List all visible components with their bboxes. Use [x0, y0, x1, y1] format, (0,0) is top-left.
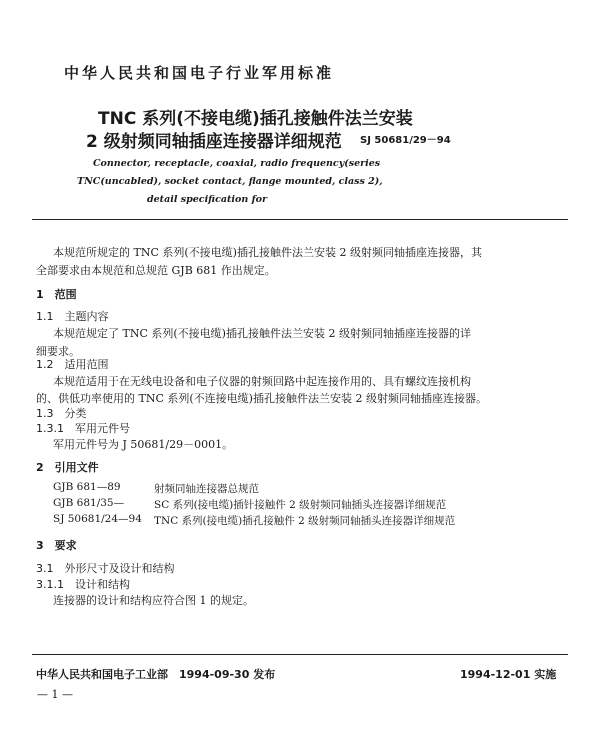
- intro-line-2: 全部要求由本规范和总规范 GJB 681 作出规定。: [36, 264, 276, 277]
- issuer-date: 中华人民共和国电子工业部 1994-09-30 发布: [36, 668, 276, 681]
- reference-code: SJ 50681/24—94: [53, 513, 142, 525]
- section-1-2-text-line-1: 本规范适用于在无线电设备和电子仪器的射频回路中起连接作用的、具有螺纹连接机构: [53, 375, 471, 388]
- section-1-2-text-line-2: 的、供低功率使用的 TNC 系列(不连接电缆)插孔接触件法兰安装 2 级射频同轴插座连接器。: [36, 392, 487, 405]
- section-1-heading: 1 范围: [36, 288, 77, 301]
- section-3-1-1-text: 连接器的设计和结构应符合图 1 的规定。: [53, 594, 254, 607]
- section-1-2-heading: 1.2 适用范围: [36, 358, 109, 371]
- section-3-heading: 3 要求: [36, 539, 77, 552]
- reference-code: GJB 681/35—: [53, 497, 125, 509]
- section-1-3-heading: 1.3 分类: [36, 407, 87, 420]
- section-1-1-text-line-1: 本规范规定了 TNC 系列(不接电缆)插孔接触件法兰安装 2 级射频同轴插座连接器的详: [53, 327, 471, 340]
- reference-title: 射频同轴连接器总规范: [154, 483, 259, 495]
- intro-line-1: 本规范所规定的 TNC 系列(不接电缆)插孔接触件法兰安装 2 级射频同轴插座连接器，其: [53, 246, 482, 259]
- title-line-1: TNC 系列(不接电缆)插孔接触件法兰安装: [98, 109, 413, 129]
- footer-divider: [32, 654, 568, 655]
- english-title-line-1: Connector, receptacle, coaxial, radio frequency(series: [93, 158, 381, 169]
- section-1-3-1-text: 军用元件号为 J 50681/29－0001。: [53, 438, 234, 451]
- reference-title: TNC 系列(接电缆)插孔接触件 2 级射频同轴插头连接器详细规范: [154, 515, 456, 527]
- section-3-1-1-heading: 3.1.1 设计和结构: [36, 578, 130, 591]
- section-3-1-heading: 3.1 外形尺寸及设计和结构: [36, 562, 175, 575]
- standard-category: 中华人民共和国电子行业军用标准: [64, 64, 335, 82]
- page-number: — 1 —: [37, 688, 73, 701]
- section-2-heading: 2 引用文件: [36, 461, 99, 474]
- section-1-1-text-line-2: 细要求。: [36, 345, 80, 358]
- english-title-line-3: detail specification for: [147, 194, 268, 205]
- reference-code: GJB 681—89: [53, 481, 121, 493]
- reference-title: SC 系列(接电缆)插针接触件 2 级射频同轴插头连接器详细规范: [154, 499, 447, 511]
- title-line-2: 2 级射频同轴插座连接器详细规范: [86, 132, 342, 152]
- section-1-3-1-heading: 1.3.1 军用元件号: [36, 422, 130, 435]
- english-title-line-2: TNC(uncabled), socket contact, flange mounted, class 2),: [77, 176, 383, 187]
- section-1-1-heading: 1.1 主题内容: [36, 310, 109, 323]
- effective-date: 1994-12-01 实施: [460, 668, 557, 681]
- header-divider: [32, 219, 568, 220]
- standard-code: SJ 50681/29－94: [360, 135, 451, 146]
